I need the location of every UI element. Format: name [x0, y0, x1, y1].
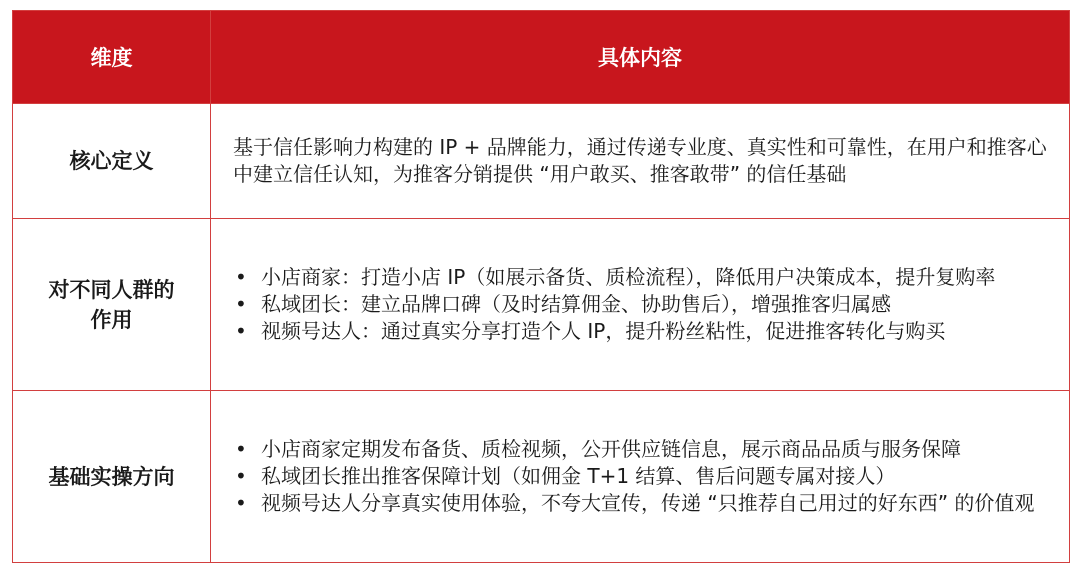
- bullet-list: [233, 264, 1047, 345]
- list-item-text: 私域团长推出推客保障计划（如佣金 T+1 结算、售后问题专属对接人）: [261, 464, 896, 488]
- row-content-cell: [211, 104, 1070, 219]
- comparison-table: [12, 10, 1070, 563]
- list-item-text: 视频号达人分享真实使用体验，不夸大宣传，传递 “只推荐自己用过的好东西” 的价值观: [261, 491, 1035, 515]
- row-dimension-cell: [13, 219, 211, 391]
- bullet-icon: •: [235, 265, 247, 289]
- list-item-text: 私域团长：建立品牌口碑（及时结算佣金、协助售后），增强推客归属感: [261, 292, 891, 316]
- row-content-text: 基于信任影响力构建的 IP + 品牌能力，通过传递专业度、真实性和可靠性，在用户和推客心中建立信任认知，为推客分销提供 “用户敢买、推客敢带” 的信任基础: [233, 135, 1047, 186]
- list-item: [233, 264, 1047, 291]
- header-dimension: 维度: [13, 11, 211, 104]
- list-item: [233, 318, 1047, 345]
- bullet-icon: •: [235, 292, 247, 316]
- table-header-row: [13, 11, 1070, 104]
- table-row: [13, 391, 1070, 563]
- table-row: [13, 219, 1070, 391]
- bullet-list: [233, 436, 1047, 517]
- list-item: [233, 463, 1047, 490]
- list-item-text: 视频号达人：通过真实分享打造个人 IP，提升粉丝粘性，促进推客转化与购买: [261, 319, 946, 343]
- bullet-icon: •: [235, 319, 247, 343]
- row-dimension-cell: [13, 104, 211, 219]
- list-item: [233, 490, 1047, 517]
- bullet-icon: •: [235, 464, 247, 488]
- header-content: 具体内容: [211, 11, 1070, 104]
- row-content-cell: [211, 391, 1070, 563]
- list-item-text: 小店商家定期发布备货、质检视频，公开供应链信息，展示商品品质与服务保障: [261, 437, 961, 461]
- table-row: [13, 104, 1070, 219]
- list-item: [233, 291, 1047, 318]
- row-dimension-label: 核心定义: [69, 149, 154, 173]
- list-item: [233, 436, 1047, 463]
- list-item-text: 小店商家：打造小店 IP（如展示备货、质检流程），降低用户决策成本，提升复购率: [261, 265, 996, 289]
- row-dimension-cell: [13, 391, 211, 563]
- row-content-cell: [211, 219, 1070, 391]
- row-dimension-label: 对不同人群的作用: [48, 277, 175, 332]
- bullet-icon: •: [235, 491, 247, 515]
- row-dimension-label: 基础实操方向: [48, 464, 175, 489]
- bullet-icon: •: [235, 437, 247, 461]
